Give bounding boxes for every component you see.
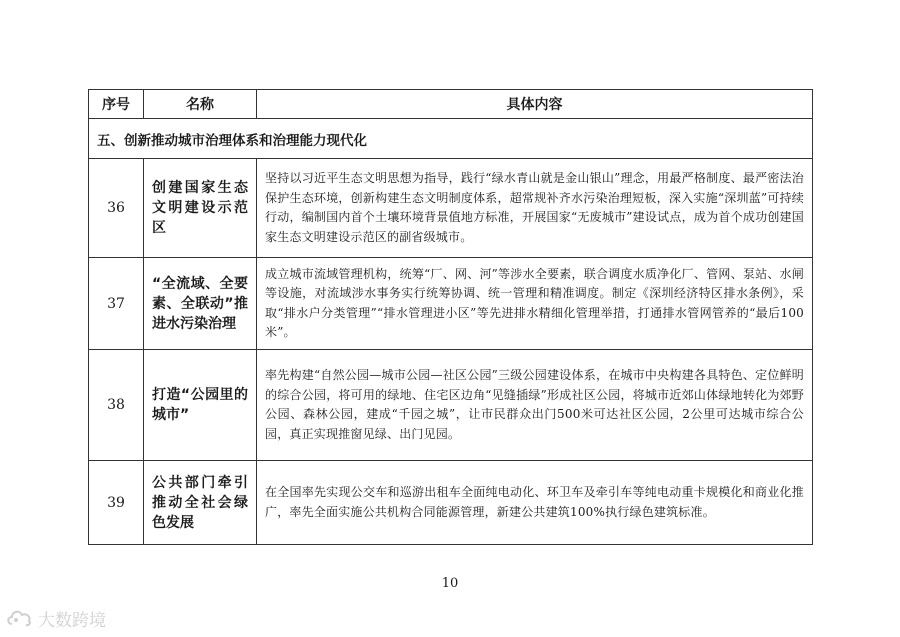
watermark	[6, 606, 106, 631]
watermark-text: 大数跨境	[38, 611, 106, 631]
row-name: 公共部门牵引推动全社会绿色发展	[144, 461, 257, 545]
table-header-row	[89, 90, 813, 119]
section-row	[89, 119, 813, 159]
row-name: 打造“公园里的城市”	[144, 350, 257, 461]
table-row	[89, 258, 813, 350]
header-number: 序号	[89, 90, 144, 119]
header-name: 名称	[144, 90, 257, 119]
cloud-logo-icon	[6, 608, 32, 630]
row-number: 38	[89, 350, 144, 461]
row-content: 成立城市流域管理机构，统筹“厂、网、河”等涉水全要素，联合调度水质净化厂、管网、泵站、水闸等设施，对流域涉水事务实行统筹协调、统一管理和精准调度。制定《深圳经济特区排水条例》，采取“排水户分类管理”“排水管理进小区”等先进排水精细化管理举措，打通排水管网管养的“最后100米”。	[257, 258, 813, 350]
page-number: 10	[441, 576, 459, 591]
table-row	[89, 159, 813, 258]
table-row	[89, 350, 813, 461]
policy-table	[88, 89, 813, 545]
section-title: 五、创新推动城市治理体系和治理能力现代化	[89, 119, 813, 159]
row-content: 在全国率先实现公交车和巡游出租车全面纯电动化、环卫车及牵引车等纯电动重卡规模化和商业化推广，率先全面实施公共机构合同能源管理，新建公共建筑100%执行绿色建筑标准。	[257, 461, 813, 545]
row-name: “全流域、全要素、全联动”推进水污染治理	[144, 258, 257, 350]
row-content: 坚持以习近平生态文明思想为指导，践行“绿水青山就是金山银山”理念，用最严格制度、最严密法治保护生态环境，创新构建生态文明制度体系，超常规补齐水污染治理短板，深入实施“深圳蓝”可持续行动，编制国内首个土壤环境背景值地方标准，开展国家“无废城市”建设试点，成为首个成功创建国家生态文明建设示范区的副省级城市。	[257, 159, 813, 258]
row-number: 37	[89, 258, 144, 350]
row-content: 率先构建“自然公园—城市公园—社区公园”三级公园建设体系，在城市中央构建各具特色、定位鲜明的综合公园，将可用的绿地、住宅区边角“见缝插绿”形成社区公园，将城市近郊山体绿地转化为郊野公园、森林公园，建成“千园之城”，让市民群众出门500米可达社区公园，2公里可达城市综合公园，真正实现推窗见绿、出门见园。	[257, 350, 813, 461]
row-number: 36	[89, 159, 144, 258]
table-row	[89, 461, 813, 545]
row-number: 39	[89, 461, 144, 545]
header-content: 具体内容	[257, 90, 813, 119]
row-name: 创建国家生态文明建设示范区	[144, 159, 257, 258]
